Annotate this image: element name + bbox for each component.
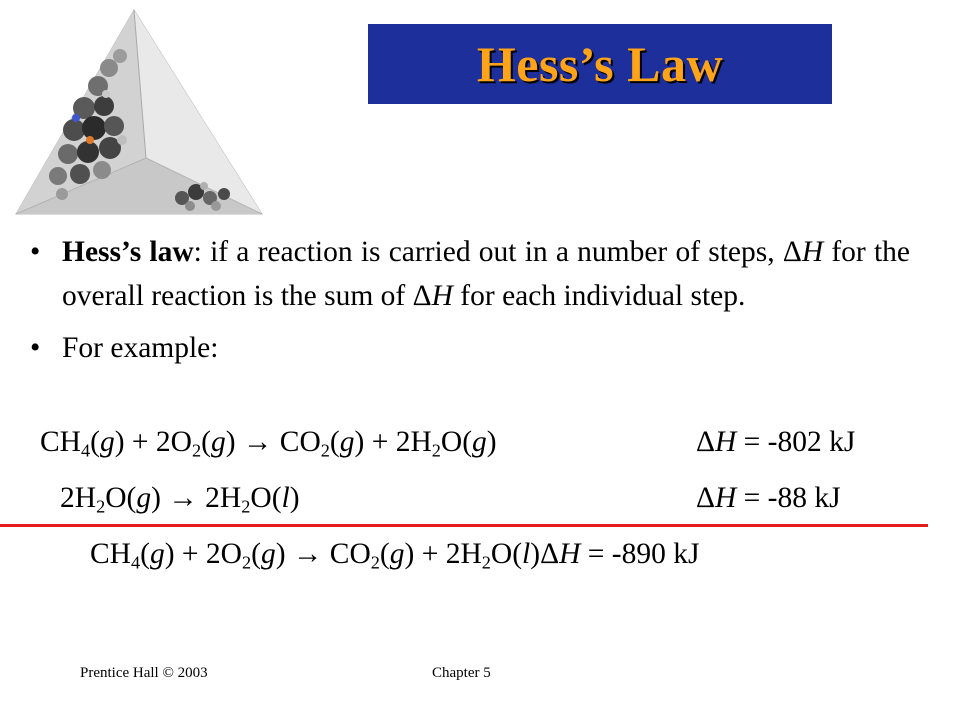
term-hess-law: Hess’s law (62, 236, 194, 268)
equation-1: $CH_4(g) + 2O_2(g) \to CO_2(g) + 2H_2O(g)$ (40, 426, 497, 461)
bullet-example (30, 326, 910, 370)
bullet-text (62, 230, 910, 318)
sum-rule-line (0, 524, 928, 527)
definition-part-2: for the overall reaction is the sum of (62, 236, 910, 312)
bullet-hess-definition (30, 230, 910, 318)
bullet-marker: • (30, 236, 41, 268)
molecule-pyramid-graphic (14, 8, 264, 222)
footer-copyright: Prentice Hall © 2003 (80, 665, 208, 681)
arrow-symbol: → (160, 482, 206, 514)
bullet-marker: • (30, 332, 41, 364)
equation-2-enthalpy: ΔH = -88 kJ (696, 482, 841, 514)
bullet-text: For example: (62, 332, 219, 364)
enthalpy-symbol: H (801, 236, 824, 268)
equation-1-enthalpy: ΔH = -802 kJ (696, 426, 856, 458)
delta-symbol: Δ (412, 280, 432, 312)
enthalpy-symbol: H (431, 280, 453, 312)
arrow-symbol: → (285, 538, 330, 570)
title-banner (368, 24, 832, 104)
footer-chapter: Chapter 5 (432, 665, 491, 681)
slide-title: Hess’s Law (476, 36, 724, 92)
definition-part-1: : if a reaction is carried out in a number of steps, (193, 236, 783, 268)
definition-part-3: for each individual step. (452, 280, 746, 312)
arrow-symbol: → (235, 426, 280, 458)
bullet-list (30, 230, 910, 370)
equation-overall: $CH_4(g) + 2O_2(g) \to CO_2(g) + 2H_2O(l)\Delta H = -890$ kJ (90, 538, 700, 573)
equation-2: $2H_2O(g) \to 2H_2O(l)$ (60, 482, 300, 517)
delta-symbol: Δ (782, 236, 802, 268)
